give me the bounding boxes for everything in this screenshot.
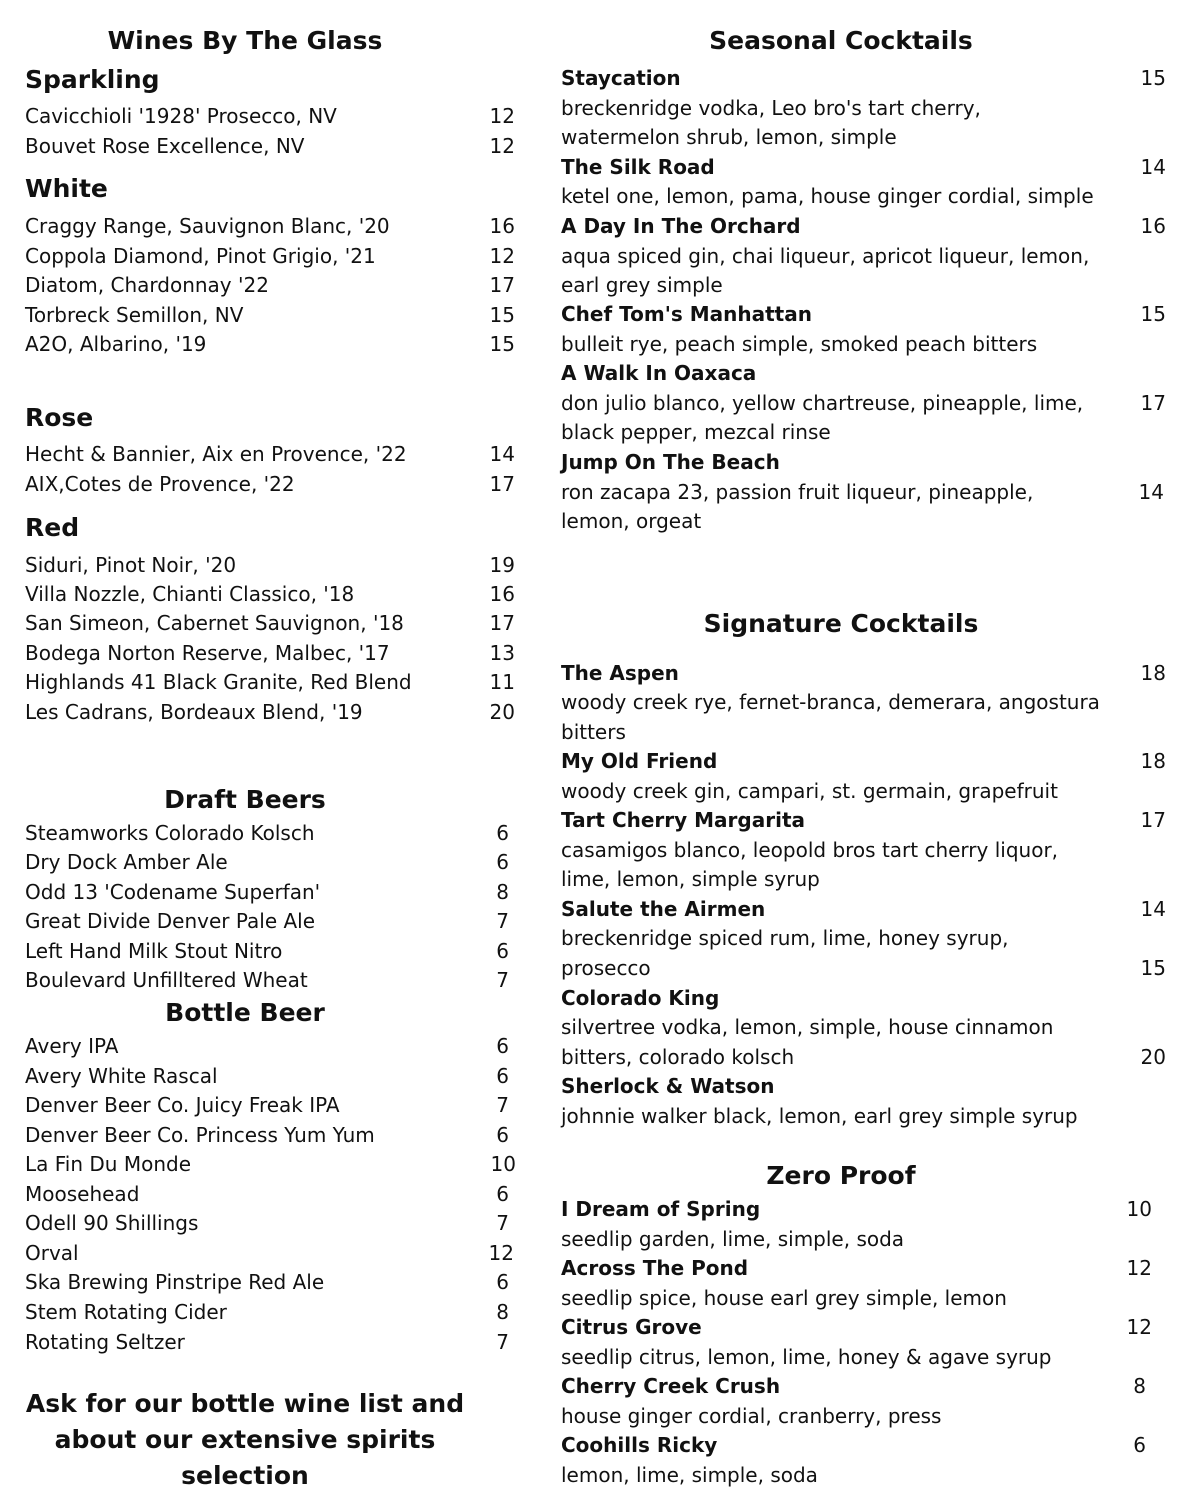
wine-name: Bodega Norton Reserve, Malbec, '17 [25, 641, 390, 665]
beer-name: Steamworks Colorado Kolsch [25, 821, 315, 845]
cocktail-price: 18 [1140, 661, 1166, 685]
mocktail-desc: seedlip citrus, lemon, lime, honey & agave syrup [561, 1345, 1052, 1369]
cocktail-desc: woody creek rye, fernet-branca, demerara, angostura [561, 690, 1100, 714]
beer-price: 6 [496, 1123, 509, 1147]
cocktail-price: 20 [1140, 1045, 1166, 1069]
beer-price: 8 [496, 880, 509, 904]
cocktail-desc: prosecco [561, 956, 651, 980]
wine-price: 17 [489, 273, 515, 297]
cocktail-name: Tart Cherry Margarita [561, 808, 806, 832]
beer-name: Left Hand Milk Stout Nitro [25, 939, 283, 963]
cocktail-desc: breckenridge spiced rum, lime, honey syrup, [561, 926, 1009, 950]
wine-price: 15 [489, 332, 515, 356]
beer-name: Denver Beer Co. Princess Yum Yum [25, 1123, 375, 1147]
rose-heading: Rose [25, 403, 94, 432]
cocktail-desc: ron zacapa 23, passion fruit liqueur, pineapple, [561, 480, 1034, 504]
cocktail-desc: aqua spiced gin, chai liqueur, apricot liqueur, lemon, [561, 244, 1090, 268]
cocktail-desc: ketel one, lemon, pama, house ginger cordial, simple [561, 184, 1094, 208]
draft-title: Draft Beers [164, 785, 326, 814]
cocktail-price: 18 [1140, 749, 1166, 773]
wine-name: Torbreck Semillon, NV [25, 303, 244, 327]
wine-name: Highlands 41 Black Granite, Red Blend [25, 670, 412, 694]
wines-title: Wines By The Glass [107, 26, 383, 55]
mocktail-name: Across The Pond [561, 1256, 749, 1280]
cocktail-desc: johnnie walker black, lemon, earl grey simple syrup [561, 1104, 1078, 1128]
cocktail-price: 17 [1140, 808, 1166, 832]
cocktail-price: 14 [1140, 155, 1166, 179]
wine-price: 17 [489, 611, 515, 635]
mocktail-price: 8 [1133, 1374, 1146, 1398]
cocktail-price: 15 [1140, 66, 1166, 90]
cocktail-desc: bulleit rye, peach simple, smoked peach bitters [561, 332, 1038, 356]
mocktail-name: I Dream of Spring [561, 1197, 761, 1221]
cocktail-name: Colorado King [561, 986, 720, 1010]
cocktail-desc: breckenridge vodka, Leo bro's tart cherry, [561, 96, 981, 120]
sparkling-heading: Sparkling [25, 65, 160, 94]
beer-name: Rotating Seltzer [25, 1330, 185, 1354]
wine-name: Cavicchioli '1928' Prosecco, NV [25, 104, 337, 128]
mocktail-price: 12 [1126, 1256, 1152, 1280]
wine-price: 16 [489, 214, 515, 238]
cocktail-price: 15 [1140, 956, 1166, 980]
mocktail-name: Coohills Ricky [561, 1433, 718, 1457]
beer-name: Avery IPA [25, 1034, 119, 1058]
beer-name: La Fin Du Monde [25, 1152, 191, 1176]
beer-price: 6 [496, 1064, 509, 1088]
wine-name: Coppola Diamond, Pinot Grigio, '21 [25, 244, 376, 268]
mocktail-price: 12 [1126, 1315, 1152, 1339]
beer-name: Great Divide Denver Pale Ale [25, 909, 316, 933]
wine-price: 20 [489, 700, 515, 724]
beer-price: 7 [496, 1093, 509, 1117]
cocktail-desc: lemon, orgeat [561, 509, 702, 533]
beer-name: Dry Dock Amber Ale [25, 850, 228, 874]
beer-name: Orval [25, 1241, 79, 1265]
beer-price: 12 [488, 1241, 514, 1265]
mocktail-desc: lemon, lime, simple, soda [561, 1463, 818, 1487]
mocktail-desc: seedlip spice, house earl grey simple, lemon [561, 1286, 1007, 1310]
cocktail-desc: earl grey simple [561, 273, 723, 297]
beer-name: Avery White Rascal [25, 1064, 218, 1088]
cocktail-desc: don julio blanco, yellow chartreuse, pineapple, lime, [561, 391, 1084, 415]
beer-name: Ska Brewing Pinstripe Red Ale [25, 1270, 325, 1294]
beer-name: Odell 90 Shillings [25, 1211, 199, 1235]
cocktail-name: A Walk In Oaxaca [561, 361, 757, 385]
wine-name: Villa Nozzle, Chianti Classico, '18 [25, 582, 355, 606]
white-heading: White [25, 174, 108, 203]
cocktail-name: My Old Friend [561, 749, 718, 773]
cocktail-price: 14 [1140, 897, 1166, 921]
beer-price: 6 [496, 1034, 509, 1058]
beer-price: 6 [496, 1270, 509, 1294]
mocktail-desc: house ginger cordial, cranberry, press [561, 1404, 942, 1428]
cocktail-name: Salute the Airmen [561, 897, 766, 921]
beer-name: Denver Beer Co. Juicy Freak IPA [25, 1093, 340, 1117]
cocktail-name: The Aspen [561, 661, 679, 685]
beer-price: 10 [490, 1152, 516, 1176]
cocktail-desc: casamigos blanco, leopold bros tart cherry liquor, [561, 838, 1059, 862]
wine-name: AIX,Cotes de Provence, '22 [25, 472, 295, 496]
red-heading: Red [25, 513, 80, 542]
wine-price: 12 [489, 134, 515, 158]
wine-name: A2O, Albarino, '19 [25, 332, 207, 356]
mocktail-name: Citrus Grove [561, 1315, 702, 1339]
wine-price: 19 [489, 553, 515, 577]
beer-price: 6 [496, 850, 509, 874]
cocktail-name: Staycation [561, 66, 681, 90]
beer-price: 6 [496, 821, 509, 845]
beer-price: 7 [496, 1211, 509, 1235]
mocktail-name: Cherry Creek Crush [561, 1374, 781, 1398]
cocktail-price: 15 [1140, 302, 1166, 326]
beer-name: Odd 13 'Codename Superfan' [25, 880, 321, 904]
wine-price: 15 [489, 303, 515, 327]
wine-price: 12 [489, 104, 515, 128]
cocktail-desc: bitters [561, 720, 626, 744]
cocktail-name: A Day In The Orchard [561, 214, 801, 238]
beer-price: 8 [496, 1300, 509, 1324]
wine-name: Siduri, Pinot Noir, '20 [25, 553, 237, 577]
beer-price: 7 [496, 1330, 509, 1354]
beer-price: 6 [496, 1182, 509, 1206]
wine-price: 16 [489, 582, 515, 606]
wine-name: Diatom, Chardonnay '22 [25, 273, 269, 297]
cocktail-desc: black pepper, mezcal rinse [561, 420, 831, 444]
mocktail-price: 6 [1133, 1433, 1146, 1457]
wine-name: San Simeon, Cabernet Sauvignon, '18 [25, 611, 404, 635]
bottle-list-note-line: Ask for our bottle wine list and [25, 1389, 465, 1418]
beer-name: Boulevard Unfilltered Wheat [25, 968, 308, 992]
beer-price: 7 [496, 968, 509, 992]
beer-price: 7 [496, 909, 509, 933]
cocktail-name: Jump On The Beach [561, 450, 780, 474]
beer-price: 6 [496, 939, 509, 963]
wine-price: 12 [489, 244, 515, 268]
cocktail-price: 17 [1140, 391, 1166, 415]
cocktail-desc: lime, lemon, simple syrup [561, 867, 820, 891]
zero-proof-title: Zero Proof [766, 1161, 916, 1190]
mocktail-price: 10 [1126, 1197, 1152, 1221]
cocktail-price: 16 [1140, 214, 1166, 238]
beer-name: Stem Rotating Cider [25, 1300, 227, 1324]
wine-price: 17 [489, 472, 515, 496]
wine-price: 11 [489, 670, 515, 694]
cocktail-desc: woody creek gin, campari, st. germain, grapefruit [561, 779, 1058, 803]
cocktail-desc: bitters, colorado kolsch [561, 1045, 795, 1069]
cocktail-name: Chef Tom's Manhattan [561, 302, 812, 326]
beer-name: Moosehead [25, 1182, 140, 1206]
wine-price: 13 [489, 641, 515, 665]
wine-name: Craggy Range, Sauvignon Blanc, '20 [25, 214, 390, 238]
cocktail-price: 14 [1138, 480, 1164, 504]
mocktail-desc: seedlip garden, lime, simple, soda [561, 1227, 905, 1251]
wine-price: 14 [489, 442, 515, 466]
wine-name: Bouvet Rose Excellence, NV [25, 134, 305, 158]
signature-title: Signature Cocktails [703, 609, 979, 638]
bottle-list-note-line: selection [181, 1461, 309, 1490]
wine-name: Hecht & Bannier, Aix en Provence, '22 [25, 442, 407, 466]
bottle-title: Bottle Beer [165, 998, 325, 1027]
wine-name: Les Cadrans, Bordeaux Blend, '19 [25, 700, 363, 724]
bottle-list-note-line: about our extensive spirits [54, 1425, 436, 1454]
cocktail-desc: silvertree vodka, lemon, simple, house cinnamon [561, 1015, 1054, 1039]
seasonal-title: Seasonal Cocktails [709, 26, 973, 55]
cocktail-desc: watermelon shrub, lemon, simple [561, 125, 897, 149]
cocktail-name: Sherlock & Watson [561, 1074, 775, 1098]
cocktail-name: The Silk Road [561, 155, 715, 179]
